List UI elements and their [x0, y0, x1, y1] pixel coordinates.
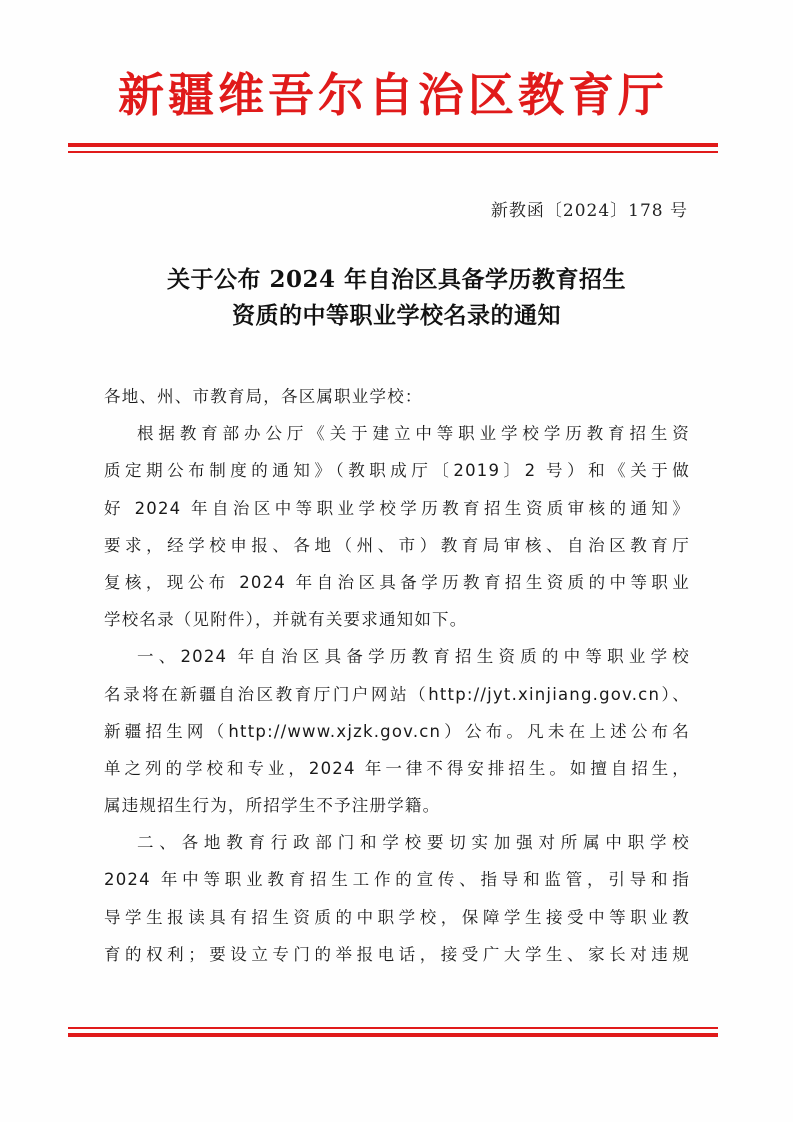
- paragraph: [104, 638, 690, 824]
- paragraph-line: 质定期公布制度的通知》（教职成厅〔2019〕2 号）和《关于做: [104, 461, 690, 481]
- organization-masthead: 新疆维吾尔自治区教育厅: [118, 68, 668, 122]
- paragraph-line: 一、2024 年自治区具备学历教育招生资质的中等职业学校: [137, 647, 690, 667]
- paragraph-line: 复核，现公布 2024 年自治区具备学历教育招生资质的中等职业: [104, 572, 690, 592]
- title-line: 资质的中等职业学校名录的通知: [232, 302, 561, 329]
- paragraph-line: 根据教育部办公厅《关于建立中等职业学校学历教育招生资: [137, 424, 690, 444]
- title-line: 关于公布 2024 年自治区具备学历教育招生: [166, 266, 627, 293]
- footer-rule-thick: [68, 1033, 718, 1037]
- document-title: [60, 262, 733, 334]
- header-rule-thin: [68, 151, 718, 153]
- document-body: [104, 378, 690, 973]
- paragraph-line: 二、各地教育行政部门和学校要切实加强对所属中职学校: [137, 833, 690, 853]
- document-number: 新教函〔2024〕178 号: [490, 201, 688, 221]
- paragraph-line: 要求，经学校申报、各地（州、市）教育局审核、自治区教育厅: [104, 535, 690, 555]
- paragraph-line: 属违规招生行为，所招学生不予注册学籍。: [104, 796, 441, 816]
- footer-rule-thin: [68, 1027, 718, 1029]
- paragraph-line: 新疆招生网（http://www.xjzk.gov.cn）公布。凡未在上述公布名: [104, 721, 690, 741]
- salutation: 各地、州、市教育局，各区属职业学校：: [104, 387, 423, 406]
- paragraph-line: 导学生报读具有招生资质的中职学校，保障学生接受中等职业教: [104, 907, 690, 927]
- paragraph-line: 育的权利；要设立专门的举报电话，接受广大学生、家长对违规: [104, 944, 690, 964]
- paragraph-line: 学校名录（见附件），并就有关要求通知如下。: [104, 610, 468, 630]
- paragraph-line: 好 2024 年自治区中等职业学校学历教育招生资质审核的通知》: [104, 498, 690, 518]
- paragraph-line: 单之列的学校和专业，2024 年一律不得安排招生。如擅自招生，: [104, 758, 690, 778]
- paragraph-line: 名录将在新疆自治区教育厅门户网站（http://jyt.xinjiang.gov.cn）、: [104, 684, 690, 704]
- paragraph: [104, 824, 690, 973]
- header-rule-thick: [68, 143, 718, 147]
- paragraph-line: 2024 年中等职业教育招生工作的宣传、指导和监管，引导和指: [104, 870, 690, 890]
- paragraph: [104, 415, 690, 638]
